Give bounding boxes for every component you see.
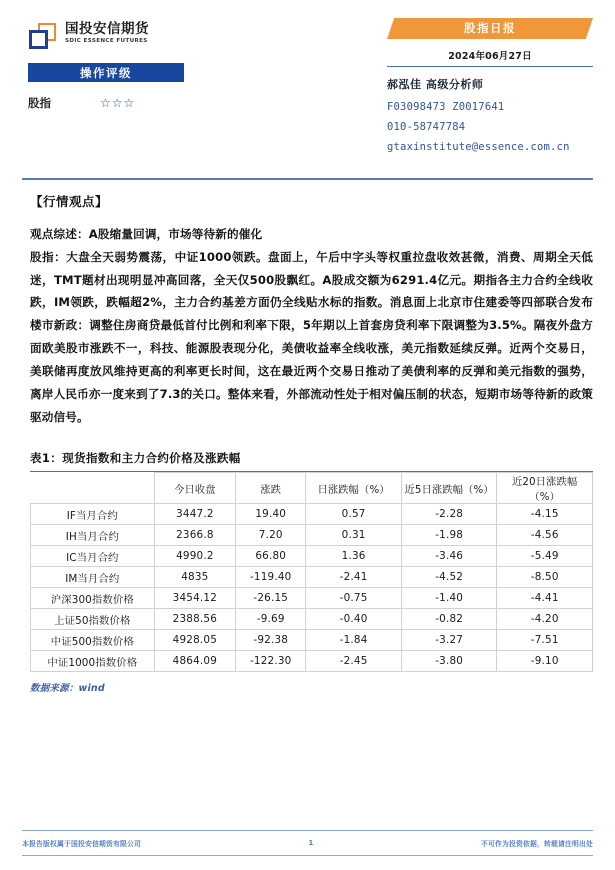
company-logo-text xyxy=(65,22,149,44)
table-col-header-5day-pct: 近5日涨跌幅（%） xyxy=(401,473,497,504)
cell-daily-pct: 0.31 xyxy=(306,525,402,546)
cell-close: 2388.56 xyxy=(154,609,235,630)
cell-5day-pct: -0.82 xyxy=(401,609,497,630)
report-footer xyxy=(22,830,593,856)
row-label: IC当月合约 xyxy=(31,546,155,567)
cell-5day-pct: -4.52 xyxy=(401,567,497,588)
row-label: 沪深300指数价格 xyxy=(31,588,155,609)
table-col-header-0 xyxy=(31,473,155,504)
cell-20day-pct: -8.50 xyxy=(497,567,593,588)
table-row xyxy=(31,609,593,630)
table-col-header-change: 涨跌 xyxy=(236,473,306,504)
rating-section-header: 操作评级 xyxy=(28,63,184,82)
cell-daily-pct: -0.40 xyxy=(306,609,402,630)
index-table-block xyxy=(30,450,593,694)
market-view-heading: 【行情观点】 xyxy=(30,194,109,209)
report-type-banner xyxy=(387,18,593,39)
rating-row xyxy=(28,95,328,111)
index-table-caption: 表1：现货指数和主力合约价格及涨跌幅 xyxy=(30,450,593,472)
row-label: 中证500指数价格 xyxy=(31,630,155,651)
cell-change: -92.38 xyxy=(236,630,306,651)
index-table-body xyxy=(31,504,593,672)
company-logo-icon xyxy=(28,23,58,51)
table-row xyxy=(31,525,593,546)
row-label: IM当月合约 xyxy=(31,567,155,588)
cell-daily-pct: -1.84 xyxy=(306,630,402,651)
cell-5day-pct: -2.28 xyxy=(401,504,497,525)
row-label: 上证50指数价格 xyxy=(31,609,155,630)
report-header xyxy=(0,0,615,172)
header-left-block xyxy=(28,22,328,111)
cell-5day-pct: -1.98 xyxy=(401,525,497,546)
cell-close: 4835 xyxy=(154,567,235,588)
analyst-email: gtaxinstitute@essence.com.cn xyxy=(387,141,570,153)
footer-divider-top xyxy=(22,830,593,831)
cell-20day-pct: -9.10 xyxy=(497,651,593,672)
market-view-body: 股指：大盘全天弱势震荡，中证1000领跌。盘面上，午后中字头等权重拉盘收效甚微，消费、周期全天低迷，TMT题材出现明显冲高回落，全天仅500股飘红。A股成交额为6291.4亿元。期指各主力合约全线收跌，IM领跌，跌幅超2%，主力合约基差方面仍全线贴水标的指数。消息面上北京市住建委等四部联合发布楼市新政：调整住房商贷最低首付比例和利率下限，5年期以上首套房贷利率下限调整为3.5%。隔夜外盘方面欧美股市涨跌不一，科技、能源股表现分化，美债收益率全线收涨，美元指数延续反弹。近两个交易日，美联储再度放风维持更高的利率更长时间，这在最近两个交易日推动了美债利率的反弹和美元指数的强势，离岸人民币亦一度来到了7.3的关口。整体来看，外部流动性处于相对偏压制的状态，短期市场等待新的政策驱动信号。 xyxy=(30,249,593,424)
company-name-cn: 国投安信期货 xyxy=(65,21,149,37)
cell-change: -119.40 xyxy=(236,567,306,588)
analyst-license-number: F03098473 Z0017641 xyxy=(387,101,505,113)
cell-change: 7.20 xyxy=(236,525,306,546)
cell-close: 2366.8 xyxy=(154,525,235,546)
footer-page-number: 1 xyxy=(308,838,314,847)
table-col-header-20day-pct: 近20日涨跌幅（%） xyxy=(497,473,593,504)
header-divider xyxy=(22,178,593,180)
cell-20day-pct: -4.56 xyxy=(497,525,593,546)
footer-disclaimer: 不可作为投资依据，转载请注明出处 xyxy=(481,839,593,848)
cell-close: 3454.12 xyxy=(154,588,235,609)
cell-5day-pct: -3.80 xyxy=(401,651,497,672)
index-price-table xyxy=(30,472,593,672)
cell-close: 4864.09 xyxy=(154,651,235,672)
row-label: IF当月合约 xyxy=(31,504,155,525)
table-row xyxy=(31,651,593,672)
report-content xyxy=(30,192,593,694)
cell-daily-pct: 0.57 xyxy=(306,504,402,525)
cell-20day-pct: -7.51 xyxy=(497,630,593,651)
logo-blue-square-icon xyxy=(29,30,48,49)
report-type-label: 股指日报 xyxy=(464,21,516,35)
table-row xyxy=(31,567,593,588)
table-col-header-close: 今日收盘 xyxy=(154,473,235,504)
rating-stars-icon: ☆☆☆ xyxy=(100,96,136,110)
cell-change: -9.69 xyxy=(236,609,306,630)
analyst-contact-block xyxy=(387,76,593,153)
cell-daily-pct: 1.36 xyxy=(306,546,402,567)
footer-divider-bottom xyxy=(22,855,593,856)
analyst-phone: 010-58747784 xyxy=(387,121,466,133)
cell-5day-pct: -3.46 xyxy=(401,546,497,567)
footer-copyright: 本报告版权属于国投安信期货有限公司 xyxy=(22,839,141,848)
cell-change: 66.80 xyxy=(236,546,306,567)
cell-close: 3447.2 xyxy=(154,504,235,525)
report-date: 2024年06月27日 xyxy=(387,48,593,67)
cell-20day-pct: -4.15 xyxy=(497,504,593,525)
cell-20day-pct: -4.20 xyxy=(497,609,593,630)
cell-daily-pct: -0.75 xyxy=(306,588,402,609)
cell-daily-pct: -2.41 xyxy=(306,567,402,588)
cell-daily-pct: -2.45 xyxy=(306,651,402,672)
cell-5day-pct: -3.27 xyxy=(401,630,497,651)
table-row xyxy=(31,588,593,609)
cell-change: 19.40 xyxy=(236,504,306,525)
cell-change: -26.15 xyxy=(236,588,306,609)
analyst-name: 郝泓佳 高级分析师 xyxy=(387,78,484,91)
table-col-header-daily-pct: 日涨跌幅（%） xyxy=(306,473,402,504)
row-label: 中证1000指数价格 xyxy=(31,651,155,672)
cell-change: -122.30 xyxy=(236,651,306,672)
footer-row xyxy=(22,838,593,848)
company-logo xyxy=(28,22,328,51)
cell-close: 4928.05 xyxy=(154,630,235,651)
cell-20day-pct: -4.41 xyxy=(497,588,593,609)
row-label: IH当月合约 xyxy=(31,525,155,546)
header-right-block xyxy=(387,18,593,161)
data-source-note: 数据来源：wind xyxy=(30,683,105,695)
table-row xyxy=(31,504,593,525)
cell-5day-pct: -1.40 xyxy=(401,588,497,609)
company-name-en: SDIC ESSENCE FUTURES xyxy=(65,37,148,44)
table-header-row xyxy=(31,473,593,504)
cell-close: 4990.2 xyxy=(154,546,235,567)
table-row xyxy=(31,546,593,567)
rating-instrument-label: 股指 xyxy=(28,96,51,110)
table-row xyxy=(31,630,593,651)
cell-20day-pct: -5.49 xyxy=(497,546,593,567)
market-view-summary: 观点综述：A股缩量回调，市场等待新的催化 xyxy=(30,227,263,241)
